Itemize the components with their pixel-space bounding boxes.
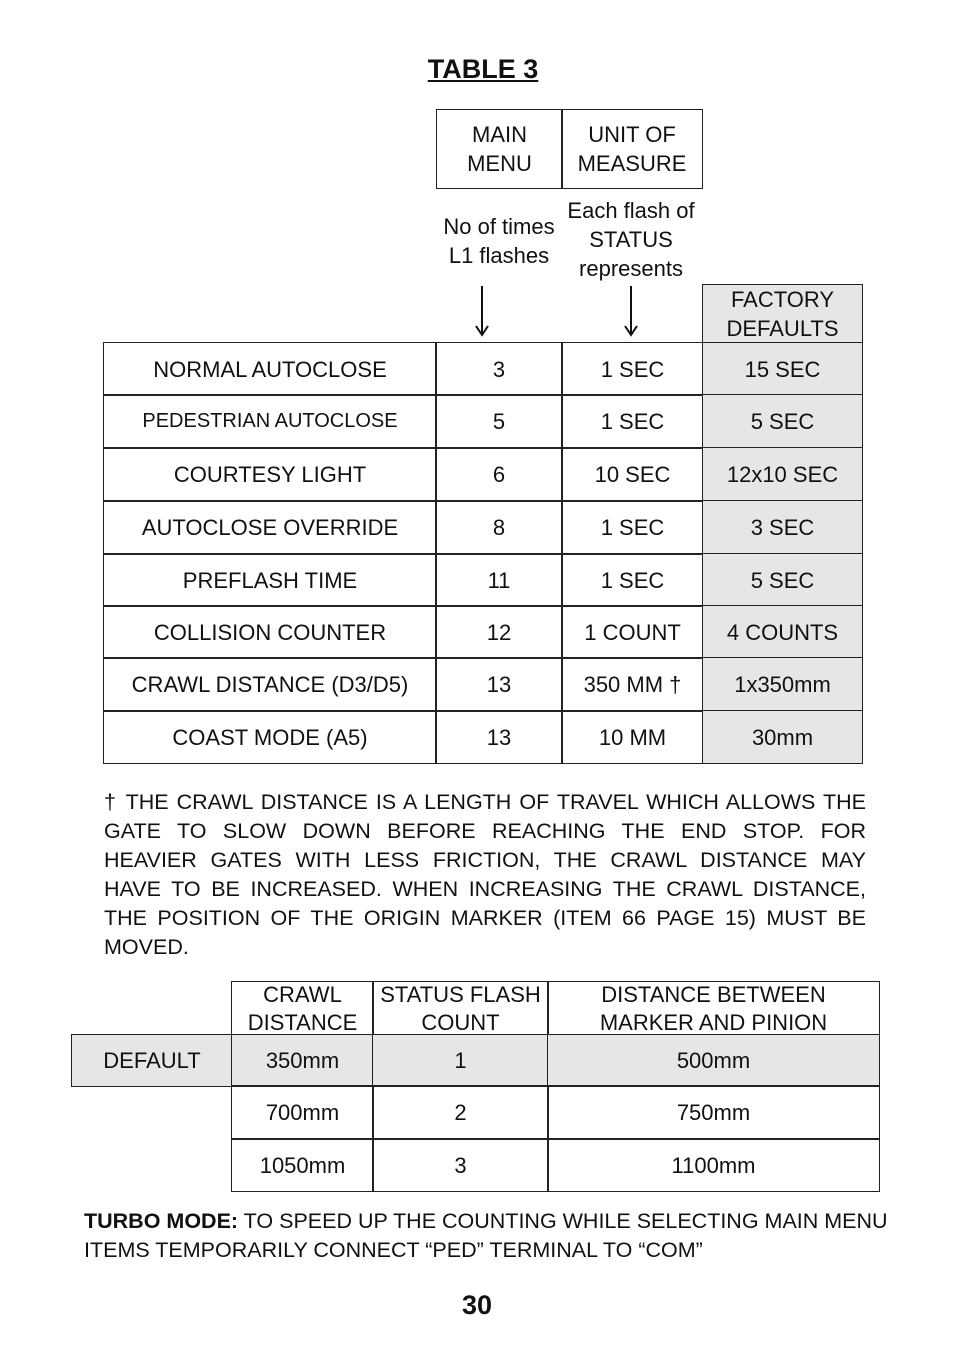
row-name: NORMAL AUTOCLOSE [103, 342, 437, 396]
row-unit: 1 SEC [561, 553, 704, 607]
crawl-row-distance: 1050mm [231, 1138, 374, 1192]
row-default: 15 SEC [702, 342, 863, 396]
page-number: 30 [461, 1290, 493, 1320]
row-default: 12x10 SEC [702, 447, 863, 502]
turbo-mode-note [84, 1207, 904, 1265]
row-unit: 1 SEC [561, 394, 704, 449]
row-flashes: 8 [435, 500, 563, 555]
row-default: 3 SEC [702, 500, 863, 555]
down-arrow-icon [472, 286, 492, 338]
row-name: PEDESTRIAN AUTOCLOSE [103, 394, 437, 449]
crawl-header-distance: CRAWL DISTANCE [231, 981, 374, 1036]
turbo-mode-label: TURBO MODE: [84, 1209, 239, 1233]
header-factory-defaults: FACTORY DEFAULTS [702, 284, 863, 344]
crawl-header-count: STATUS FLASH COUNT [372, 981, 549, 1036]
row-flashes: 11 [435, 553, 563, 607]
row-unit: 1 SEC [561, 342, 704, 396]
row-name: CRAWL DISTANCE (D3/D5) [103, 657, 437, 712]
down-arrow-icon [621, 286, 641, 338]
default-label: DEFAULT [71, 1034, 233, 1087]
row-name: COAST MODE (A5) [103, 710, 437, 764]
row-name: COURTESY LIGHT [103, 447, 437, 502]
row-flashes: 6 [435, 447, 563, 502]
row-flashes: 13 [435, 710, 563, 764]
row-unit: 10 SEC [561, 447, 704, 502]
row-name: AUTOCLOSE OVERRIDE [103, 500, 437, 555]
row-name: COLLISION COUNTER [103, 605, 437, 659]
row-unit: 10 MM [561, 710, 704, 764]
row-default: 30mm [702, 710, 863, 764]
row-flashes: 3 [435, 342, 563, 396]
row-name: PREFLASH TIME [103, 553, 437, 607]
row-default: 5 SEC [702, 394, 863, 449]
row-flashes: 12 [435, 605, 563, 659]
row-flashes: 5 [435, 394, 563, 449]
main-menu-note: No of times L1 flashes [443, 214, 555, 268]
row-unit: 350 MM † [561, 657, 704, 712]
crawl-header-between: DISTANCE BETWEEN MARKER AND PINION [547, 981, 880, 1036]
header-unit-of-measure: UNIT OF MEASURE [561, 109, 703, 189]
turbo-mode-text: TO SPEED UP THE COUNTING WHILE SELECTING MAIN MENU ITEMS TEMPORARILY CONNECT “PED” TERMINAL TO “COM” [84, 1209, 888, 1262]
crawl-row-between: 500mm [547, 1034, 880, 1087]
crawl-row-count: 3 [372, 1138, 549, 1192]
row-default: 1x350mm [702, 657, 863, 712]
row-default: 5 SEC [702, 553, 863, 607]
row-unit: 1 COUNT [561, 605, 704, 659]
crawl-row-distance: 350mm [231, 1034, 374, 1087]
crawl-row-between: 1100mm [547, 1138, 880, 1192]
row-unit: 1 SEC [561, 500, 704, 555]
header-main-menu: MAIN MENU [436, 109, 563, 189]
unit-note: Each flash of STATUS represents [567, 198, 695, 281]
page-title: TABLE 3 [427, 54, 539, 84]
crawl-row-count: 1 [372, 1034, 549, 1087]
row-flashes: 13 [435, 657, 563, 712]
crawl-row-between: 750mm [547, 1085, 880, 1140]
crawl-distance-footnote: † THE CRAWL DISTANCE IS A LENGTH OF TRAVEL WHICH ALLOWS THE GATE TO SLOW DOWN BEFORE REACHING THE END STOP. FOR HEAVIER GATES WITH LESS FRICTION, THE CRAWL DISTANCE MAY HAVE TO BE INCREASED. WHEN INCREASING THE CRAWL DISTANCE, THE POSITION OF THE ORIGIN MARKER (ITEM 66 PAGE 15) MUST BE MOVED. [104, 790, 866, 959]
crawl-row-count: 2 [372, 1085, 549, 1140]
row-default: 4 COUNTS [702, 605, 863, 659]
crawl-row-distance: 700mm [231, 1085, 374, 1140]
